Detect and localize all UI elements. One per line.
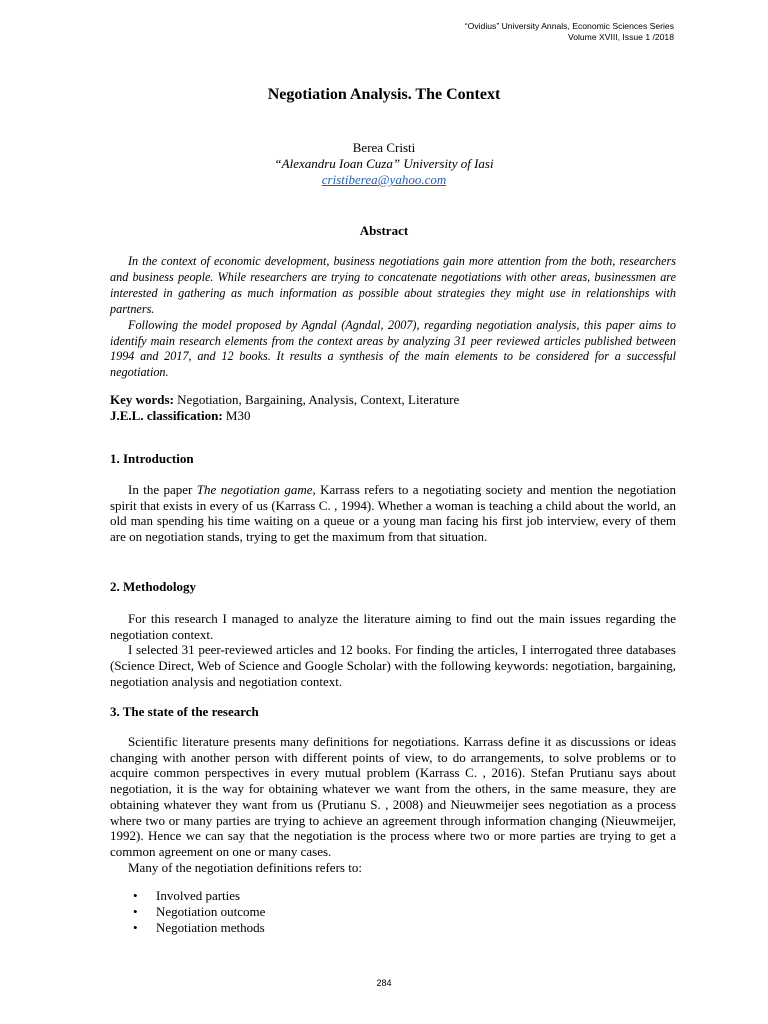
introduction-text-start: In the paper — [128, 482, 197, 497]
abstract-paragraph-2: Following the model proposed by Agndal (Agndal, 2007), regarding negotiation analysis, this paper aims to identify main research elements from the context areas by analyzing 31 peer reviewed articles published between 1994 and 2017, and 12 books. It results a synthesis of the main elements to be considered for a successful negotiation. — [110, 317, 676, 380]
list-item — [110, 888, 676, 904]
introduction-body — [110, 482, 676, 545]
list-item-text: Negotiation methods — [156, 920, 265, 935]
author-affiliation: “Alexandru Ioan Cuza” University of Iasi — [274, 156, 494, 171]
introduction-text-rest: , Karrass refers to a negotiating society and mention the negotiation spirit that exists in every of us (Karrass C. , 1994). Whether a woman is teaching a child about the world, an old man spending his time waiting on a queue or a young man facing his first job interview, every of them are on negotiation stands, trying to get the maximum from that situation. — [110, 482, 676, 545]
author-email-link[interactable]: cristiberea@yahoo.com — [321, 172, 447, 187]
introduction-book-title: The negotiation game — [196, 482, 313, 497]
definition-elements-list — [110, 888, 676, 936]
jel-line — [110, 408, 676, 424]
state-paragraph-2: Many of the negotiation definitions refers to: — [128, 859, 362, 875]
jel-label: J.E.L. classification: — [110, 408, 223, 423]
author-block — [0, 140, 768, 188]
abstract-heading: Abstract — [359, 223, 409, 238]
jel-value: M30 — [222, 408, 251, 423]
page-number: 284 — [376, 978, 392, 988]
bullet-icon: • — [133, 920, 138, 935]
state-paragraph-1: Scientific literature presents many definitions for negotiations. Karrass define it as discussions or ideas changing with another person with different points of view, to do arrangements, to solve problems or to acquire common perspectives in every mutual problem (Karrass C. , 2016). Stefan Prutianu says about negotiation, it is the way for obtaining whatever we want from the others, in the same measure, they are obtaining whatever they want from us (Prutianu S. , 2008) and Nieuwmeijer sees negotiation as a process where two or many parties are trying to achieve an agreement through information changing (Nieuwmeijer, 1992). Hence we can say that the negotiation is the process where two or more parties are trying to get a common agreement on one or many cases. — [110, 734, 676, 859]
methodology-body — [110, 611, 676, 690]
section-heading-introduction: 1. Introduction — [110, 451, 194, 466]
state-of-research-body — [110, 734, 676, 875]
abstract-paragraph-1: In the context of economic development, business negotiations gain more attention from the both, researchers and business people. While researchers are trying to concatenate negotiations with other areas, businessmen are interested in gathering as much information as possible about strategies they might use in relationships with partners. — [110, 254, 676, 316]
keywords-line — [110, 392, 676, 408]
abstract-body — [110, 254, 676, 381]
paper-title: Negotiation Analysis. The Context — [267, 86, 501, 103]
methodology-paragraph-2: I selected 31 peer-reviewed articles and 12 books. For finding the articles, I interrogated three databases (Science Direct, Web of Science and Google Scholar) with the following keywords: negotiation, bargaining, negotiation analysis and negotiation context. — [110, 642, 676, 689]
keywords-block — [110, 392, 676, 424]
bullet-icon: • — [133, 904, 138, 919]
list-item — [110, 904, 676, 920]
keywords-label: Key words: — [110, 392, 174, 407]
list-item-text: Negotiation outcome — [156, 904, 266, 919]
running-head — [465, 21, 674, 43]
methodology-paragraph-1: For this research I managed to analyze the literature aiming to find out the main issues regarding the negotiation context. — [110, 611, 676, 642]
author-name: Berea Cristi — [352, 140, 416, 155]
list-item — [110, 920, 676, 936]
running-head-journal: “Ovidius” University Annals, Economic Sciences Series — [464, 21, 674, 31]
section-heading-methodology: 2. Methodology — [110, 579, 196, 594]
introduction-paragraph — [110, 482, 676, 545]
running-head-volume: Volume XVIII, Issue 1 /2018 — [567, 32, 674, 42]
list-item-text: Involved parties — [156, 888, 241, 903]
bullet-icon: • — [133, 888, 138, 903]
keywords-value: Negotiation, Bargaining, Analysis, Context, Literature — [173, 392, 460, 407]
section-heading-state-of-research: 3. The state of the research — [110, 704, 259, 719]
